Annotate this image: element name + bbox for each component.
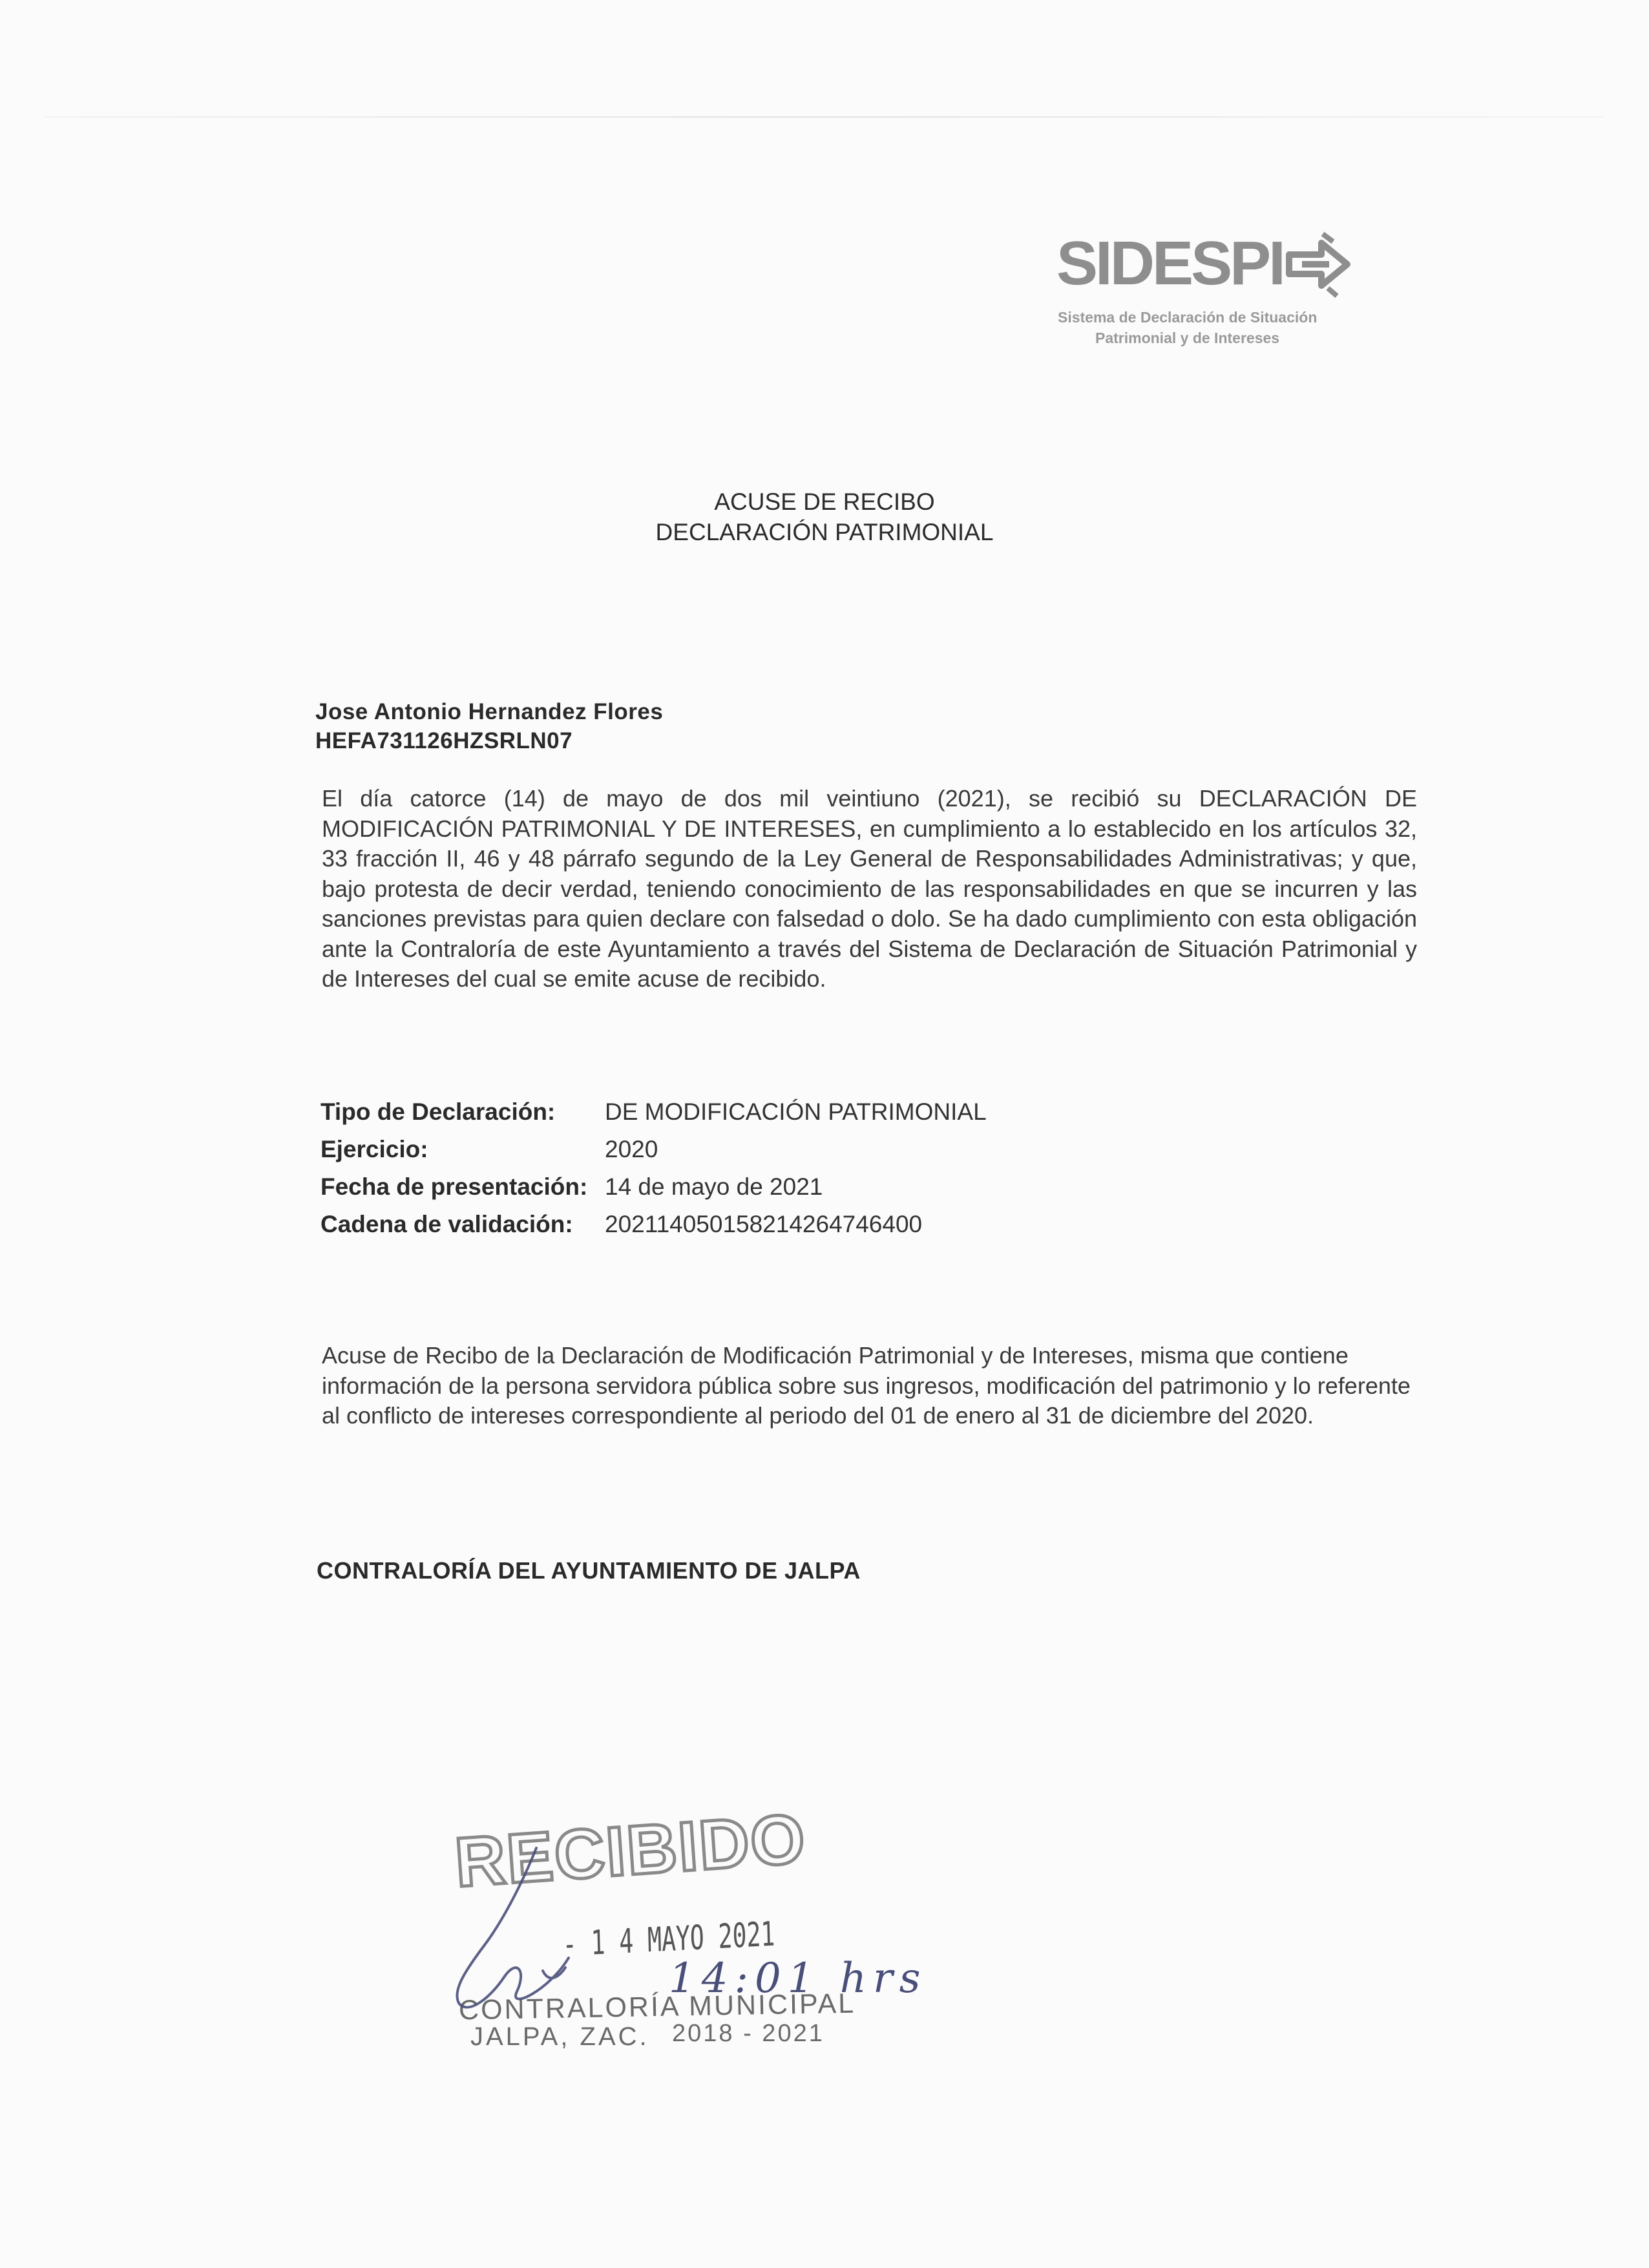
logo-wordmark: SIDESPI xyxy=(1056,229,1283,298)
body-paragraph: El día catorce (14) de mayo de dos mil veintiuno (2021), se recibió su DECLARACIÓN DE MODIFICACIÓN PATRIMONIAL Y DE INTERESES, en cumplimiento a lo establecido en los artículos 32, 33 fracción II, 46 y 48 párrafo segundo de la Ley General de Responsabilidades Administrativas; y que, bajo protesta de decir verdad, teniendo conocimiento de las responsabilidades en que se incurren y las sanciones previstas para quien declare con falsedad o dolo. Se ha dado cumplimiento con esta obligación ante la Contraloría de este Ayuntamiento a través del Sistema de Declaración de Situación Patrimonial y de Intereses del cual se emite acuse de recibido. xyxy=(322,785,1417,992)
declarant-name: Jose Antonio Hernandez Flores xyxy=(315,699,664,724)
scan-edge-line xyxy=(45,116,1602,118)
detail-row-fecha xyxy=(320,1173,987,1211)
detail-value: 2020 xyxy=(605,1136,658,1162)
declarant-rfc: HEFA731126HZSRLN07 xyxy=(315,728,573,753)
detail-row-tipo xyxy=(320,1098,987,1136)
handwritten-signature xyxy=(446,1822,866,2061)
detail-label: Tipo de Declaración: xyxy=(320,1098,556,1125)
detail-value: 20211405015821426474640​0 xyxy=(605,1211,923,1237)
declaration-details xyxy=(320,1098,987,1248)
stamp-handwritten-time: 14:01 hrs xyxy=(669,1955,927,2002)
stamp-date: - 1 4 MAYO 2021 xyxy=(562,1915,775,1964)
detail-label: Cadena de validación: xyxy=(320,1211,573,1237)
sidespi-logo xyxy=(1056,229,1360,352)
stamp-period: 2018 - 2021 xyxy=(672,2020,824,2047)
closing-paragraph: Acuse de Recibo de la Declaración de Modificación Patrimonial y de Intereses, misma que contiene información de la persona servidora pública sobre sus ingresos, modificación del patrimonio y lo referente al conflicto de intereses correspondiente al periodo del 01 de enero al 31 de diciembre del 2020. xyxy=(322,1342,1411,1429)
logo-subtitle-line2: Patrimonial y de Intereses xyxy=(1095,330,1280,346)
stamp-office: CONTRALORÍA MUNICIPAL xyxy=(458,1988,856,2026)
logo-subtitle-line1: Sistema de Declaración de Situación xyxy=(1058,309,1318,326)
stamp-word: RECIBIDO xyxy=(452,1799,809,1902)
arrow-icon xyxy=(1283,229,1354,300)
detail-row-ejercicio xyxy=(320,1136,987,1173)
document-title-line2: DECLARACIÓN PATRIMONIAL xyxy=(655,519,994,545)
detail-value: DE MODIFICACIÓN PATRIMONIAL xyxy=(605,1098,987,1125)
detail-label: Fecha de presentación: xyxy=(320,1173,588,1200)
detail-value: 14 de mayo de 2021 xyxy=(605,1173,823,1200)
stamp-city: JALPA, ZAC. xyxy=(470,2022,649,2051)
detail-row-cadena xyxy=(320,1211,987,1248)
document-title-line1: ACUSE DE RECIBO xyxy=(714,488,935,515)
issuing-office: CONTRALORÍA DEL AYUNTAMIENTO DE JALPA xyxy=(317,1557,861,1584)
detail-label: Ejercicio: xyxy=(320,1136,428,1162)
received-stamp xyxy=(446,1799,927,2061)
